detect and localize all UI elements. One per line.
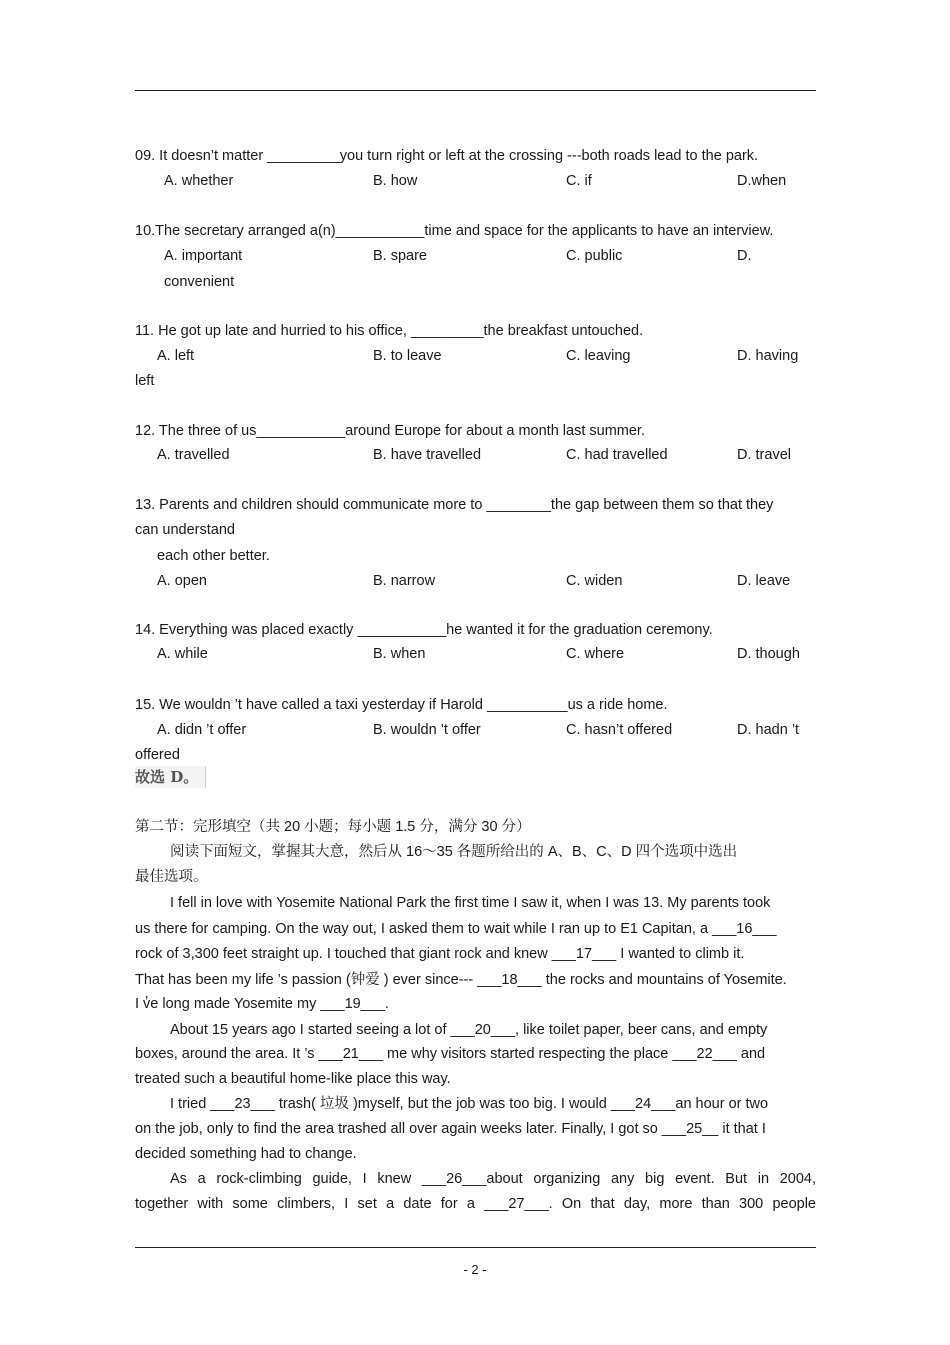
question-13-option-a: A. open bbox=[157, 573, 207, 589]
question-14-stem: 14. Everything was placed exactly ___________he wanted it for the graduation ceremony. bbox=[135, 622, 713, 638]
question-13-option-b: B. narrow bbox=[373, 573, 436, 589]
question-09-option-d: D.when bbox=[737, 173, 787, 189]
question-09-stem: 09. It doesn’t matter _________you turn right or left at the crossing ---both roads lead to the park. bbox=[135, 148, 759, 164]
question-10-option-d: D. bbox=[737, 248, 752, 264]
question-09-option-b: B. how bbox=[373, 173, 418, 189]
question-11-option-d: D. having bbox=[737, 348, 799, 364]
question-11-option-c: C. leaving bbox=[566, 348, 631, 364]
section-heading: 第二节：完形填空（共 20 小题；每小题 1.5 分，满分 30 分） bbox=[135, 819, 531, 835]
question-09-option-a: A. whether bbox=[164, 173, 234, 189]
question-13-stem: 13. Parents and children should communicate more to ________the gap between them so that they bbox=[135, 497, 774, 513]
question-11-option-a: A. left bbox=[157, 348, 195, 364]
passage-line: on the job, only to find the area trashed all over again weeks later. Finally, I got so ___25__ it that I bbox=[135, 1121, 766, 1137]
question-14-option-d: D. though bbox=[737, 646, 800, 662]
question-15-stem: 15. We wouldn ’t have called a taxi yesterday if Harold __________us a ride home. bbox=[135, 697, 668, 713]
question-10-option-c: C. public bbox=[566, 248, 623, 264]
question-10-option-a: A. important bbox=[164, 248, 243, 264]
passage-line: I tried ___23___ trash( 垃圾 )myself, but the job was too big. I would ___24___an hour or two bbox=[170, 1096, 769, 1112]
passage-line: rock of 3,300 feet straight up. I touched that giant rock and knew ___17___ I wanted to climb it. bbox=[135, 946, 745, 962]
question-15-option-d-wrap: offered bbox=[135, 747, 180, 763]
answer-stamp: 故选 D。 bbox=[135, 766, 206, 788]
passage-line: As a rock-climbing guide, I knew ___26___about organizing any big event. But in 2004, bbox=[170, 1171, 816, 1187]
question-12-option-d: D. travel bbox=[737, 447, 791, 463]
passage-line: That has been my life ’s passion (钟爱 ) ever since--- ___18___ the rocks and mountains of Yosemite. bbox=[135, 972, 787, 988]
question-14-option-c: C. where bbox=[566, 646, 625, 662]
question-13-stem-line2: can understand bbox=[135, 522, 235, 538]
question-12-option-b: B. have travelled bbox=[373, 447, 482, 463]
question-11-stem: 11. He got up late and hurried to his office, _________the breakfast untouched. bbox=[135, 323, 644, 339]
section-instruction-line2: 最佳选项。 bbox=[135, 869, 208, 885]
passage-line: together with some climbers, I set a date for a ___27___. On that day, more than 300 people bbox=[135, 1196, 816, 1212]
question-12-option-c: C. had travelled bbox=[566, 447, 668, 463]
passage-line: About 15 years ago I started seeing a lot of ___20___, like toilet paper, beer cans, and empty bbox=[170, 1022, 768, 1038]
footer-rule bbox=[135, 1247, 816, 1248]
question-15-option-c: C. hasn’t offered bbox=[566, 722, 673, 738]
question-09-option-c: C. if bbox=[566, 173, 592, 189]
question-15-option-d: D. hadn ’t bbox=[737, 722, 800, 738]
question-14-option-b: B. when bbox=[373, 646, 426, 662]
passage-line: I v̓e long made Yosemite my ___19___. bbox=[135, 996, 389, 1012]
passage-line: boxes, around the area. It ’s ___21___ me why visitors started respecting the place ___22___ and bbox=[135, 1046, 766, 1062]
question-11-option-d-wrap: left bbox=[135, 373, 155, 389]
question-10-option-d-wrap: convenient bbox=[164, 274, 235, 290]
question-14-option-a: A. while bbox=[157, 646, 208, 662]
passage-line: decided something had to change. bbox=[135, 1146, 357, 1162]
question-13-stem-line3: each other better. bbox=[157, 548, 270, 564]
question-11-option-b: B. to leave bbox=[373, 348, 442, 364]
passage-line: I fell in love with Yosemite National Park the first time I saw it, when I was 13. My parents took bbox=[170, 895, 771, 911]
question-13-option-c: C. widen bbox=[566, 573, 623, 589]
question-12-option-a: A. travelled bbox=[157, 447, 230, 463]
question-12-stem: 12. The three of us___________around Europe for about a month last summer. bbox=[135, 423, 645, 439]
question-15-option-b: B. wouldn ’t offer bbox=[373, 722, 481, 738]
page-number: - 2 - bbox=[463, 1262, 487, 1277]
question-15-option-a: A. didn ’t offer bbox=[157, 722, 247, 738]
header-rule bbox=[135, 90, 816, 91]
question-10-stem: 10.The secretary arranged a(n)___________time and space for the applicants to have an interview. bbox=[135, 223, 774, 239]
passage-line: us there for camping. On the way out, I asked them to wait while I ran up to E1 Capitan, a ___16___ bbox=[135, 921, 777, 937]
question-10-option-b: B. spare bbox=[373, 248, 427, 264]
question-13-option-d: D. leave bbox=[737, 573, 791, 589]
passage-line: treated such a beautiful home-like place this way. bbox=[135, 1071, 451, 1087]
section-instruction: 阅读下面短文，掌握其大意，然后从 16～35 各题所给出的 A、B、C、D 四个选项中选出 bbox=[170, 844, 738, 860]
